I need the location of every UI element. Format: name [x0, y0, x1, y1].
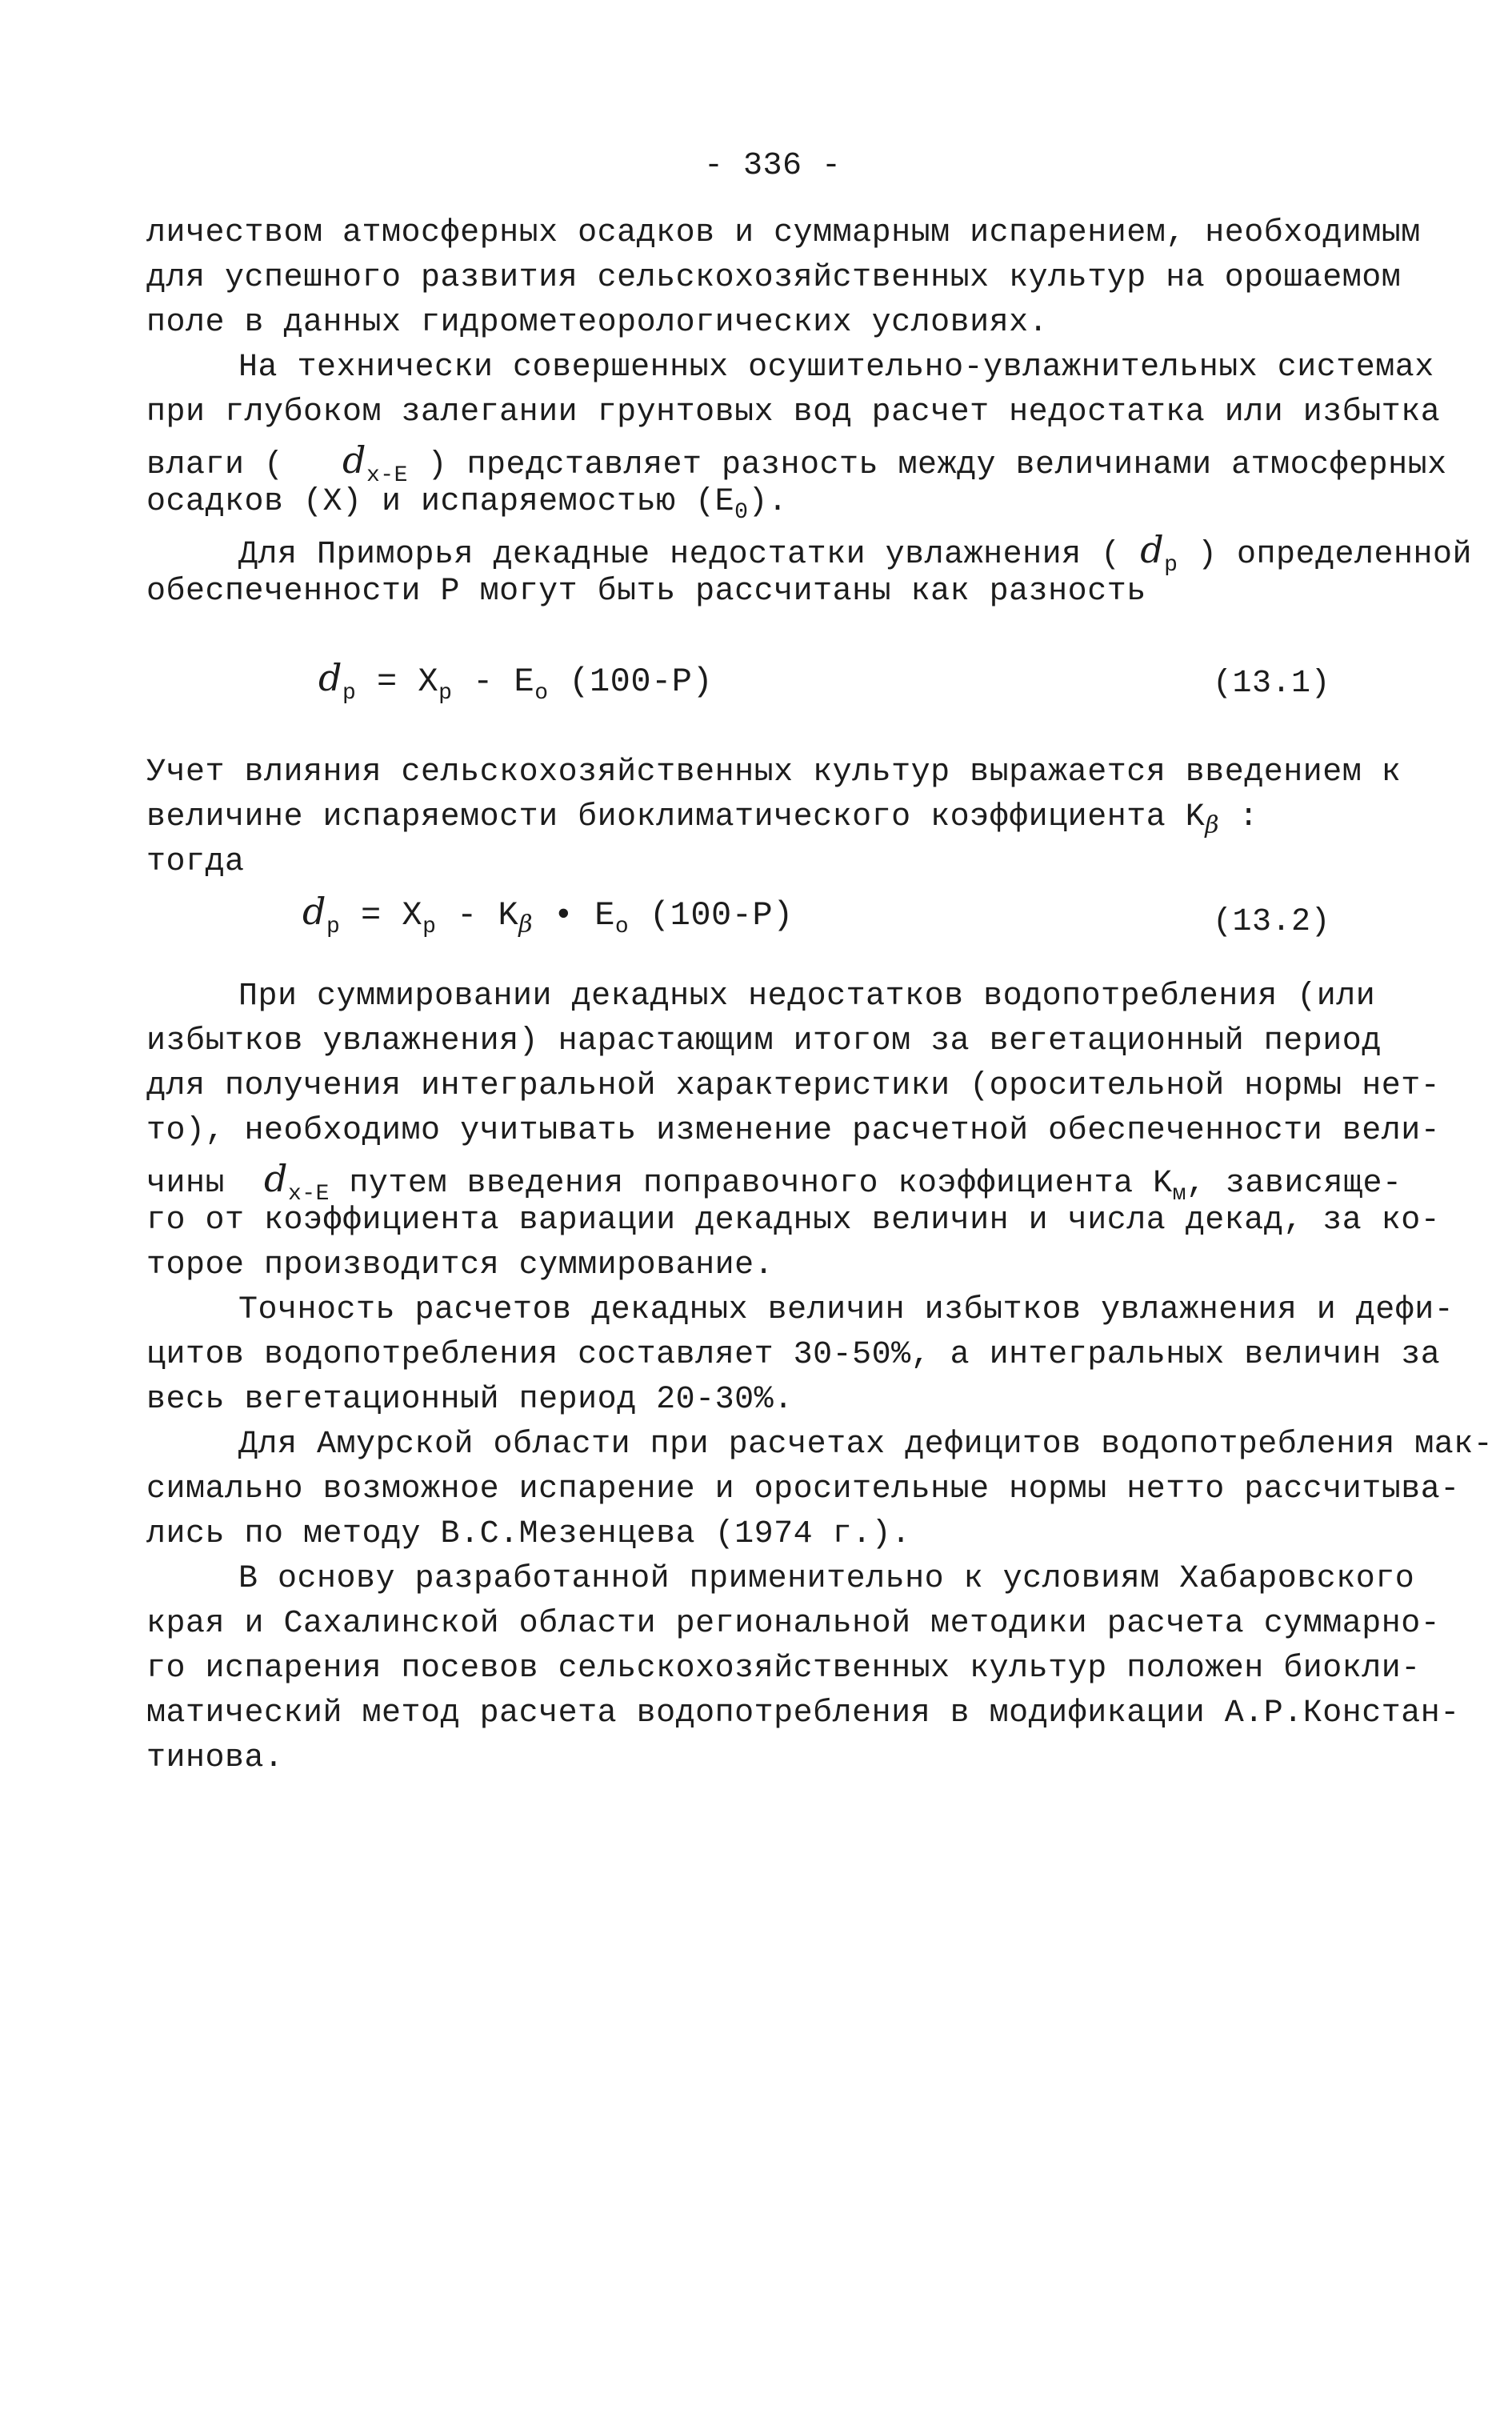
eq2-x-sub: p	[422, 915, 437, 939]
text-line: тогда	[146, 844, 245, 880]
text-line: поле в данных гидрометеорологических условиях.	[146, 305, 1049, 341]
subscript-p: p	[1164, 553, 1178, 578]
symbol-d: d	[264, 1157, 288, 1200]
subscript-beta: β	[1205, 811, 1220, 839]
subscript-0: 0	[734, 500, 749, 525]
symbol-d: d	[1140, 528, 1165, 571]
text-line: личеством атмосферных осадков и суммарным испарением, необходимым	[146, 215, 1421, 251]
text-line: го испарения посевов сельскохозяйственных культур положен биокли-	[146, 1651, 1421, 1687]
text-line	[146, 1157, 1402, 1207]
eq1-rest: - E	[452, 663, 535, 701]
text-fragment: :	[1219, 799, 1259, 835]
text-fragment: , зависяще-	[1186, 1166, 1402, 1202]
eq2-k-sub: β	[518, 911, 534, 939]
text-fragment: осадков (X) и испаряемостью (E	[146, 484, 735, 520]
text-fragment: путем введения поправочного коэффициента K	[349, 1166, 1173, 1202]
equation-13-2	[302, 890, 794, 939]
subscript-m: м	[1172, 1182, 1186, 1207]
eq2-lhs-sub: p	[326, 915, 341, 939]
text-line: при глубоком залегании грунтовых вод расчет недостатка или избытка	[146, 394, 1441, 430]
eq1-lhs-sub: p	[342, 681, 357, 706]
text-line	[238, 528, 1473, 578]
text-line: края и Сахалинской области региональной методики расчета суммарно-	[146, 1606, 1441, 1642]
eq1-e-sub: o	[534, 681, 549, 706]
text-fragment: ).	[748, 484, 788, 520]
equation-number: (13.2)	[1213, 904, 1331, 940]
eq2-mid2: - K	[436, 896, 519, 935]
page-number: - 336 -	[704, 148, 842, 184]
text-line: На технически совершенных осушительно-увлажнительных системах	[238, 350, 1434, 386]
text-fragment: величине испаряемости биоклиматического коэффициента K	[146, 799, 1206, 835]
text-line: весь вегетационный период 20-30%.	[146, 1382, 794, 1418]
eq2-lhs: d	[302, 890, 326, 933]
text-line: для получения интегральной характеристики (оросительной нормы нет-	[146, 1068, 1441, 1104]
text-fragment: ) определенной	[1197, 537, 1473, 573]
text-line: Учет влияния сельскохозяйственных культур выражается введением к	[146, 755, 1402, 791]
text-line: го от коэффициента вариации декадных величин и числа декад, за ко-	[146, 1203, 1441, 1239]
text-line: торое производится суммирование.	[146, 1247, 774, 1283]
text-line	[146, 438, 1447, 488]
eq2-middle: = X	[340, 896, 423, 935]
text-line: лись по методу В.С.Мезенцева (1974 г.).	[146, 1516, 911, 1552]
eq1-tail: (100-P)	[548, 663, 714, 701]
text-fragment: Для Приморья декадные недостатки увлажнения (	[238, 537, 1121, 573]
text-fragment: ) представляет разность между величинами атмосферных	[427, 447, 1447, 483]
text-line: для успешного развития сельскохозяйственных культур на орошаемом	[146, 260, 1402, 296]
equation-13-1	[318, 656, 714, 706]
text-line: симально возможное испарение и оросительные нормы нетто рассчитыва-	[146, 1471, 1460, 1507]
text-line	[146, 484, 788, 525]
eq1-x-sub: p	[438, 681, 453, 706]
text-line: матический метод расчета водопотребления в модификации А.Р.Констан-	[146, 1695, 1460, 1731]
equation-number: (13.1)	[1213, 666, 1331, 702]
text-line: избытков увлажнения) нарастающим итогом за вегетационный период	[146, 1023, 1382, 1059]
text-line: В основу разработанной применительно к условиям Хабаровского	[238, 1561, 1415, 1597]
eq2-tail: (100-P)	[629, 896, 794, 935]
subscript-xe: x-E	[287, 1182, 330, 1207]
symbol-d: d	[342, 438, 366, 482]
eq2-dot: • E	[533, 896, 615, 935]
eq1-middle: = X	[356, 663, 439, 701]
text-line: Для Амурской области при расчетах дефицитов водопотребления мак-	[238, 1427, 1494, 1463]
text-line: Точность расчетов декадных величин избытков увлажнения и дефи-	[238, 1292, 1454, 1328]
eq2-e-sub: o	[614, 915, 630, 939]
text-line	[146, 799, 1259, 839]
text-line: При суммировании декадных недостатков водопотребления (или	[238, 979, 1376, 1015]
text-fragment: влаги (	[146, 447, 284, 483]
text-line: тинова.	[146, 1740, 284, 1776]
eq1-lhs: d	[318, 656, 342, 699]
subscript-xe: x-E	[366, 463, 408, 488]
text-fragment: чины	[146, 1166, 226, 1202]
text-line: то), необходимо учитывать изменение расчетной обеспеченности вели-	[146, 1113, 1441, 1149]
text-line: обеспеченности Р могут быть рассчитаны как разность	[146, 574, 1146, 610]
text-line: цитов водопотребления составляет 30-50%, а интегральных величин за	[146, 1337, 1441, 1373]
